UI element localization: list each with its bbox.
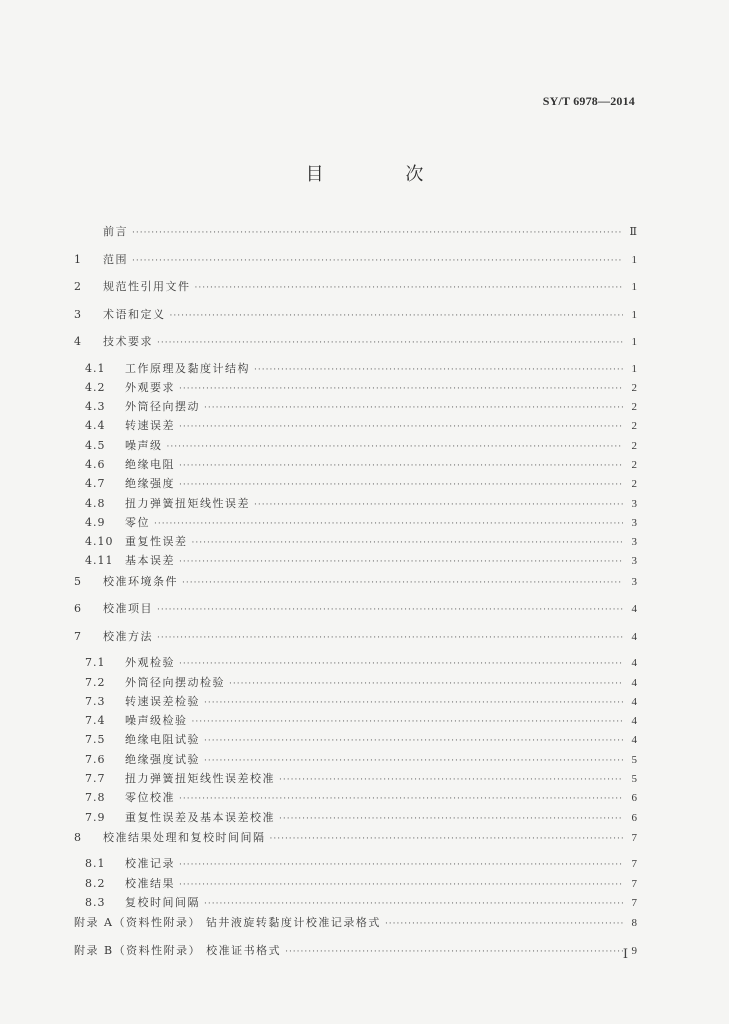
toc-entry-number: 4.3	[85, 400, 106, 414]
toc-entry-label: 基本误差	[125, 554, 175, 568]
toc-leader-dots	[179, 419, 623, 435]
toc-entry[interactable]	[74, 380, 637, 399]
toc-entry-page: 1	[631, 281, 637, 293]
toc-entry-page: 7	[631, 897, 637, 910]
toc-entry[interactable]	[74, 278, 637, 306]
toc-entry-label: 转速误差	[125, 419, 175, 433]
toc-entry[interactable]	[74, 600, 637, 628]
toc-entry-page: 4	[631, 695, 637, 708]
toc-entry-number: 7.7	[85, 772, 106, 786]
toc-entry-number: 4.6	[85, 457, 106, 471]
toc-leader-dots	[132, 225, 623, 241]
toc-entry-page: 6	[631, 811, 637, 824]
toc-entry[interactable]	[74, 790, 637, 809]
toc-leader-dots	[254, 362, 623, 378]
toc-entry-page: 1	[631, 362, 637, 375]
toc-leader-dots	[132, 253, 623, 269]
toc-entry-number: 7	[74, 629, 82, 643]
toc-entry-label: 外观检验	[125, 656, 175, 670]
toc-entry-label: 附录 B（资料性附录） 校准证书格式	[74, 943, 282, 957]
toc-leader-dots	[204, 753, 623, 769]
toc-entry-label: 绝缘电阻试验	[125, 733, 200, 747]
toc-entry-page: 4	[631, 715, 637, 728]
toc-entry-page: 2	[631, 420, 637, 433]
toc-entry[interactable]	[74, 251, 637, 279]
toc-entry[interactable]	[74, 876, 637, 895]
toc-entry-label: 外筒径向摆动检验	[125, 675, 225, 689]
toc-entry-number: 4.4	[85, 419, 106, 433]
toc-entry-page: 4	[631, 657, 637, 670]
toc-leader-dots	[229, 676, 623, 692]
toc-leader-dots	[179, 477, 623, 493]
table-of-contents	[74, 223, 637, 969]
toc-entry[interactable]	[74, 895, 637, 914]
toc-leader-dots	[279, 772, 623, 788]
toc-leader-dots	[270, 831, 624, 847]
toc-entry[interactable]	[74, 418, 637, 437]
toc-entry-page: 3	[631, 575, 637, 588]
toc-leader-dots	[179, 458, 623, 474]
toc-entry-label: 外观要求	[125, 380, 175, 394]
toc-entry-number: 8.2	[85, 876, 106, 890]
toc-entry-page: 2	[631, 381, 637, 394]
toc-entry-page: 3	[631, 555, 637, 568]
toc-entry-label: 绝缘强度	[125, 477, 175, 491]
toc-entry-number: 6	[74, 602, 82, 616]
toc-entry-number: 7.2	[85, 675, 106, 689]
toc-leader-dots	[204, 400, 623, 416]
toc-entry-label: 校准结果	[125, 876, 175, 890]
toc-entry-page: 1	[631, 308, 637, 321]
toc-entry[interactable]	[74, 515, 637, 534]
toc-entry-page: 1	[631, 253, 637, 266]
toc-entry[interactable]	[74, 457, 637, 476]
toc-leader-dots	[179, 857, 623, 873]
toc-entry-number: 8.3	[85, 896, 106, 910]
toc-entry-label: 规范性引用文件	[103, 280, 191, 293]
toc-entry-page: 8	[631, 917, 637, 930]
toc-entry-label: 零位	[125, 515, 150, 529]
toc-entry-label: 附录 A（资料性附录） 钻井液旋转黏度计校准记录格式	[74, 916, 381, 930]
toc-entry-label: 校准记录	[125, 857, 175, 871]
toc-entry-page: 2	[631, 401, 637, 414]
toc-entry-number: 4.9	[85, 515, 106, 529]
toc-leader-dots	[279, 811, 623, 827]
toc-entry[interactable]	[74, 534, 637, 553]
toc-leader-dots	[204, 695, 623, 711]
toc-entry[interactable]	[74, 942, 637, 970]
toc-entry[interactable]	[74, 496, 637, 515]
toc-entry-number: 4.7	[85, 477, 106, 491]
toc-entry-number: 4.10	[85, 535, 114, 549]
toc-leader-dots	[179, 381, 623, 397]
toc-entry-label: 绝缘电阻	[125, 457, 175, 471]
toc-entry-label: 技术要求	[103, 335, 153, 348]
toc-entry-page: 5	[631, 773, 637, 786]
toc-entry-label: 零位校准	[125, 791, 175, 805]
toc-leader-dots	[179, 656, 623, 672]
toc-leader-dots	[195, 280, 624, 296]
toc-entry-number: 4.5	[85, 438, 106, 452]
toc-entry[interactable]	[74, 333, 637, 361]
toc-entry[interactable]	[74, 752, 637, 771]
toc-entry-page: 4	[631, 630, 637, 643]
toc-leader-dots	[157, 630, 623, 646]
toc-leader-dots	[179, 877, 623, 893]
toc-entry-number: 7.4	[85, 714, 106, 728]
toc-entry[interactable]	[74, 856, 637, 875]
toc-leader-dots	[192, 714, 624, 730]
toc-entry-label: 重复性误差	[125, 535, 188, 549]
toc-leader-dots	[154, 516, 623, 532]
toc-entry[interactable]	[74, 771, 637, 790]
toc-leader-dots	[157, 602, 623, 618]
toc-entry[interactable]	[74, 399, 637, 418]
toc-leader-dots	[182, 575, 623, 591]
toc-entry-page: 3	[631, 536, 637, 549]
toc-entry[interactable]	[74, 573, 637, 601]
toc-entry-number: 3	[74, 307, 82, 321]
toc-entry-label: 校准结果处理和复校时间间隔	[103, 830, 266, 844]
toc-entry[interactable]	[74, 713, 637, 732]
toc-entry[interactable]	[74, 306, 637, 334]
toc-entry-label: 外筒径向摆动	[125, 400, 200, 414]
toc-leader-dots	[179, 554, 623, 570]
toc-entry-label: 校准项目	[103, 602, 153, 616]
toc-entry-label: 校准环境条件	[103, 574, 178, 588]
toc-title: 目 次	[305, 164, 462, 185]
toc-entry-number: 7.5	[85, 733, 106, 747]
toc-entry-page: 2	[631, 439, 637, 452]
toc-entry-label: 转速误差检验	[125, 694, 200, 708]
toc-entry-label: 绝缘强度试验	[125, 752, 200, 766]
page-number: Ⅰ	[622, 946, 628, 961]
toc-entry-number: 7.6	[85, 752, 106, 766]
toc-entry-page: 3	[631, 516, 637, 529]
toc-entry-page: 1	[631, 336, 637, 348]
toc-entry[interactable]	[74, 223, 637, 251]
toc-leader-dots	[204, 896, 623, 912]
toc-entry-label: 扭力弹簧扭矩线性误差	[125, 496, 250, 510]
toc-leader-dots	[170, 308, 624, 324]
toc-entry-label: 工作原理及黏度计结构	[125, 361, 250, 375]
toc-entry[interactable]	[74, 361, 637, 380]
toc-entry-page: 3	[631, 497, 637, 510]
toc-entry[interactable]	[74, 438, 637, 457]
toc-entry-number: 1	[74, 252, 82, 266]
toc-entry-number: 5	[74, 574, 82, 588]
standard-code: SY/T 6978—2014	[542, 94, 635, 108]
toc-entry-label: 重复性误差及基本误差校准	[125, 810, 275, 824]
toc-leader-dots	[254, 497, 623, 513]
toc-entry-page: 2	[631, 478, 637, 491]
toc-entry-number: 7.3	[85, 694, 106, 708]
toc-entry[interactable]	[74, 655, 637, 674]
toc-entry-page: 7	[631, 858, 637, 871]
toc-entry-label: 前言	[103, 225, 128, 238]
toc-entry-number: 8.1	[85, 857, 106, 871]
toc-entry-label: 复校时间间隔	[125, 896, 200, 910]
toc-entry-label: 扭力弹簧扭矩线性误差校准	[125, 772, 275, 786]
toc-leader-dots	[385, 916, 623, 932]
toc-entry-page: 6	[631, 792, 637, 805]
toc-entry-number: 7.1	[85, 656, 106, 670]
toc-entry[interactable]	[74, 732, 637, 751]
toc-entry[interactable]	[74, 914, 637, 942]
toc-entry-page: 7	[631, 831, 637, 844]
toc-entry-number: 7.9	[85, 810, 106, 824]
toc-entry[interactable]	[74, 553, 637, 572]
toc-entry-page: 4	[631, 734, 637, 747]
toc-entry-label: 校准方法	[103, 629, 153, 643]
toc-entry[interactable]	[74, 694, 637, 713]
toc-entry-number: 4.8	[85, 496, 106, 510]
toc-entry-number: 4	[74, 335, 82, 348]
toc-entry[interactable]	[74, 829, 637, 857]
toc-entry[interactable]	[74, 476, 637, 495]
toc-entry[interactable]	[74, 675, 637, 694]
toc-entry-number: 8	[74, 830, 82, 844]
toc-entry-page: 2	[631, 458, 637, 471]
toc-entry[interactable]	[74, 810, 637, 829]
toc-entry-page: Ⅱ	[629, 226, 637, 238]
toc-entry-page: 9	[631, 944, 637, 957]
toc-entry-page: 5	[631, 753, 637, 766]
toc-entry-number: 4.2	[85, 380, 106, 394]
toc-entry-number: 7.8	[85, 791, 106, 805]
toc-entry-number: 4.1	[85, 361, 106, 375]
toc-leader-dots	[192, 535, 624, 551]
toc-leader-dots	[157, 335, 623, 351]
toc-entry[interactable]	[74, 628, 637, 656]
toc-leader-dots	[179, 791, 623, 807]
toc-entry-label: 术语和定义	[103, 307, 166, 321]
toc-entry-page: 4	[631, 676, 637, 689]
toc-entry-label: 范围	[103, 252, 128, 266]
toc-leader-dots	[167, 439, 624, 455]
toc-entry-number: 2	[74, 280, 82, 293]
toc-leader-dots	[204, 733, 623, 749]
toc-entry-label: 噪声级检验	[125, 714, 188, 728]
toc-entry-number: 4.11	[85, 554, 114, 568]
toc-entry-label: 噪声级	[125, 438, 163, 452]
toc-entry-page: 4	[631, 603, 637, 616]
toc-entry-page: 7	[631, 877, 637, 890]
toc-leader-dots	[285, 944, 623, 960]
